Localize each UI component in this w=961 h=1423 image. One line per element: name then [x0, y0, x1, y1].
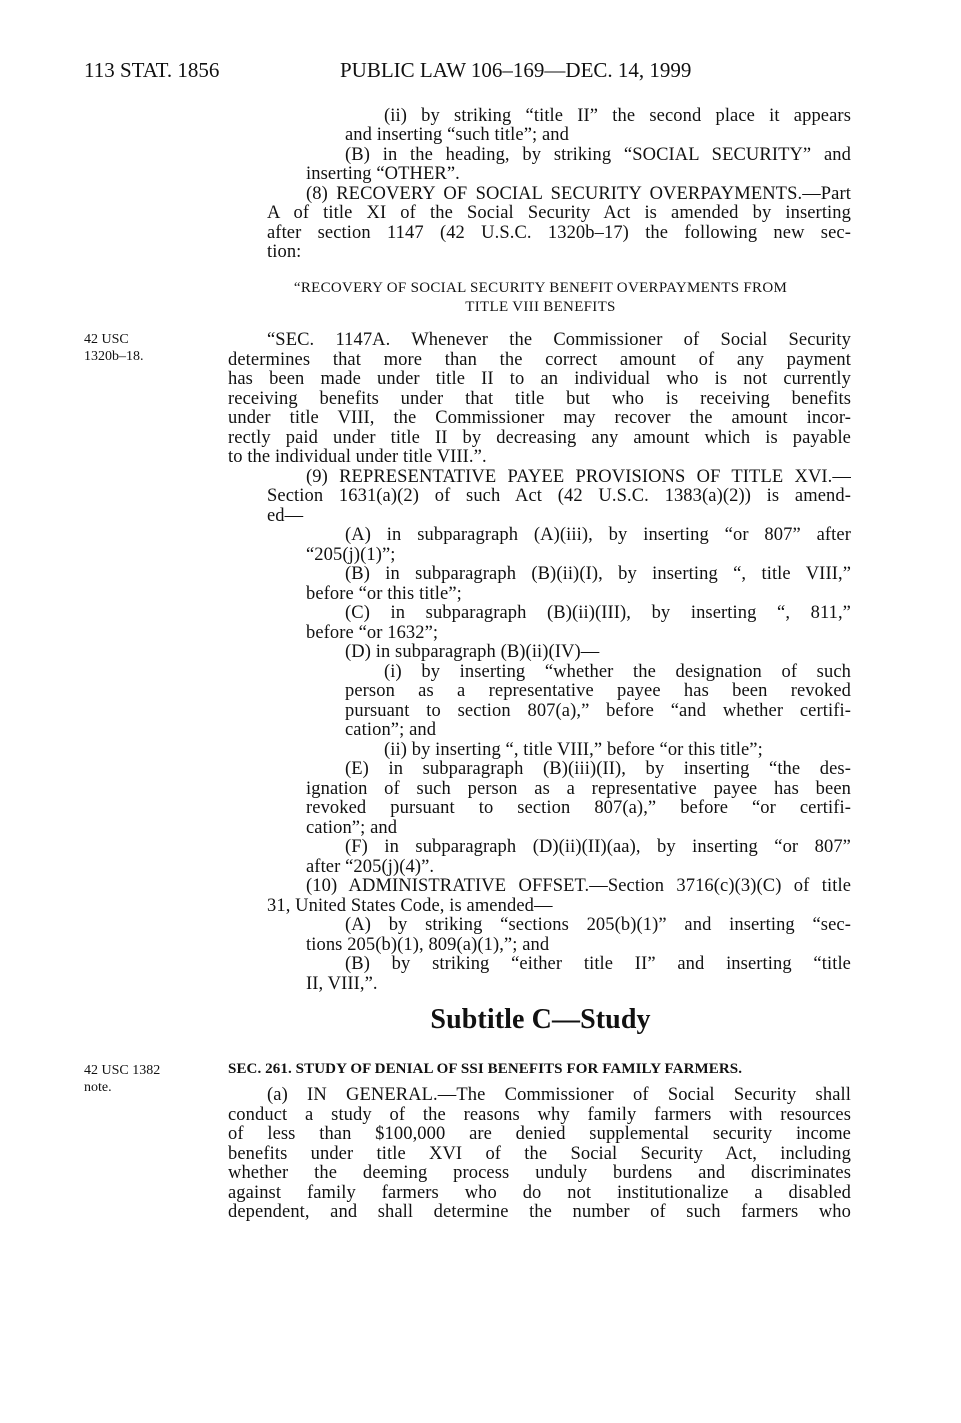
- margin-note-line: 42 USC 1382: [84, 1063, 161, 1078]
- text-line: “SEC. 1147A. Whenever the Commissioner of Social Security: [267, 330, 851, 350]
- text-line: (i) by inserting “whether the designation of such: [384, 662, 851, 682]
- text-line: (ii) by striking “title II” the second place it appears: [384, 106, 851, 126]
- text-line: (C) in subparagraph (B)(ii)(III), by inserting “, 811,”: [345, 603, 851, 623]
- subtitle-heading: Subtitle C—Study: [430, 1004, 651, 1035]
- text-line: (B) in subparagraph (B)(ii)(I), by inserting “, title VIII,”: [345, 564, 851, 584]
- text-line: (E) in subparagraph (B)(iii)(II), by inserting “the des-: [345, 759, 851, 779]
- text-line: cation”; and: [306, 818, 398, 838]
- text-line: 31, United States Code, is amended—: [267, 896, 553, 916]
- text-line: “205(j)(1)”;: [306, 545, 396, 565]
- text-line: A of title XI of the Social Security Act is amended by inserting: [267, 203, 851, 223]
- public-law-reference: PUBLIC LAW 106–169—DEC. 14, 1999: [340, 58, 692, 82]
- text-line: ignation of such person as a representative payee has been: [306, 779, 851, 799]
- text-line: revoked pursuant to section 807(a),” before “or certifi-: [306, 798, 851, 818]
- section-title-line: “RECOVERY OF SOCIAL SECURITY BENEFIT OVERPAYMENTS FROM: [293, 280, 788, 296]
- text-line: after “205(j)(4)”.: [306, 857, 435, 877]
- text-line: tion:: [267, 242, 302, 262]
- text-line: (A) in subparagraph (A)(iii), by inserting “or 807” after: [345, 525, 851, 545]
- text-line: (B) in the heading, by striking “SOCIAL SECURITY” and: [345, 145, 851, 165]
- text-line: (ii) by inserting “, title VIII,” before “or this title”;: [384, 740, 763, 760]
- margin-note-line: 42 USC: [84, 332, 129, 347]
- text-line: after section 1147 (42 U.S.C. 1320b–17) the following new sec-: [267, 223, 851, 243]
- text-line: pursuant to section 807(a),” before “and whether certifi-: [345, 701, 851, 721]
- text-line: inserting “OTHER”.: [306, 164, 460, 184]
- text-line: under title VIII, the Commissioner may recover the amount incor-: [228, 408, 851, 428]
- text-line: (10) ADMINISTRATIVE OFFSET.—Section 3716(c)(3)(C) of title: [306, 876, 851, 896]
- text-line: (A) by striking “sections 205(b)(1)” and inserting “sec-: [345, 915, 851, 935]
- text-line: before “or this title”;: [306, 584, 462, 604]
- text-line: II, VIII,”.: [306, 974, 378, 994]
- text-line: person as a representative payee has been revoked: [345, 681, 851, 701]
- text-line: receiving benefits under that title but who is receiving benefits: [228, 389, 851, 409]
- text-line: Section 1631(a)(2) of such Act (42 U.S.C. 1383(a)(2)) is amend-: [267, 486, 851, 506]
- text-line: benefits under title XVI of the Social Security Act, including: [228, 1144, 851, 1164]
- margin-note-usc-1382: [84, 1062, 160, 1096]
- text-line: to the individual under title VIII.”.: [228, 447, 487, 467]
- text-line: ed—: [267, 506, 304, 526]
- text-line: cation”; and: [345, 720, 437, 740]
- text-line: (9) REPRESENTATIVE PAYEE PROVISIONS OF TITLE XVI.—: [306, 467, 851, 487]
- text-line: has been made under title II to an individual who is not currently: [228, 369, 851, 389]
- text-line: tions 205(b)(1), 809(a)(1),”; and: [306, 935, 550, 955]
- text-line: determines that more than the correct amount of any payment: [228, 350, 851, 370]
- text-line: rectly paid under title II by decreasing any amount which is payable: [228, 428, 851, 448]
- margin-note-line: note.: [84, 1080, 112, 1095]
- text-line: conduct a study of the reasons why family farmers with resources: [228, 1105, 851, 1125]
- section-title-line: TITLE VIII BENEFITS: [465, 299, 616, 315]
- margin-note-usc-1320b18: [84, 331, 144, 365]
- text-line: before “or 1632”;: [306, 623, 439, 643]
- text-line: of less than $100,000 are denied supplemental security income: [228, 1124, 851, 1144]
- text-line: against family farmers who do not institutionalize a disabled: [228, 1183, 851, 1203]
- text-line: (D) in subparagraph (B)(ii)(IV)—: [345, 642, 600, 662]
- text-line: and inserting “such title”; and: [345, 125, 570, 145]
- text-line: (F) in subparagraph (D)(ii)(II)(aa), by inserting “or 807”: [345, 837, 851, 857]
- text-line: (a) IN GENERAL.—The Commissioner of Social Security shall: [267, 1085, 851, 1105]
- text-line: (8) RECOVERY OF SOCIAL SECURITY OVERPAYMENTS.—Part: [306, 184, 851, 204]
- text-line: dependent, and shall determine the number of such farmers who: [228, 1202, 851, 1222]
- text-line: (B) by striking “either title II” and inserting “title: [345, 954, 851, 974]
- margin-note-line: 1320b–18.: [84, 349, 144, 364]
- stat-reference: 113 STAT. 1856: [84, 58, 220, 82]
- text-line: whether the deeming process unduly burdens and discriminates: [228, 1163, 851, 1183]
- section-heading: SEC. 261. STUDY OF DENIAL OF SSI BENEFITS FOR FAMILY FARMERS.: [228, 1061, 743, 1077]
